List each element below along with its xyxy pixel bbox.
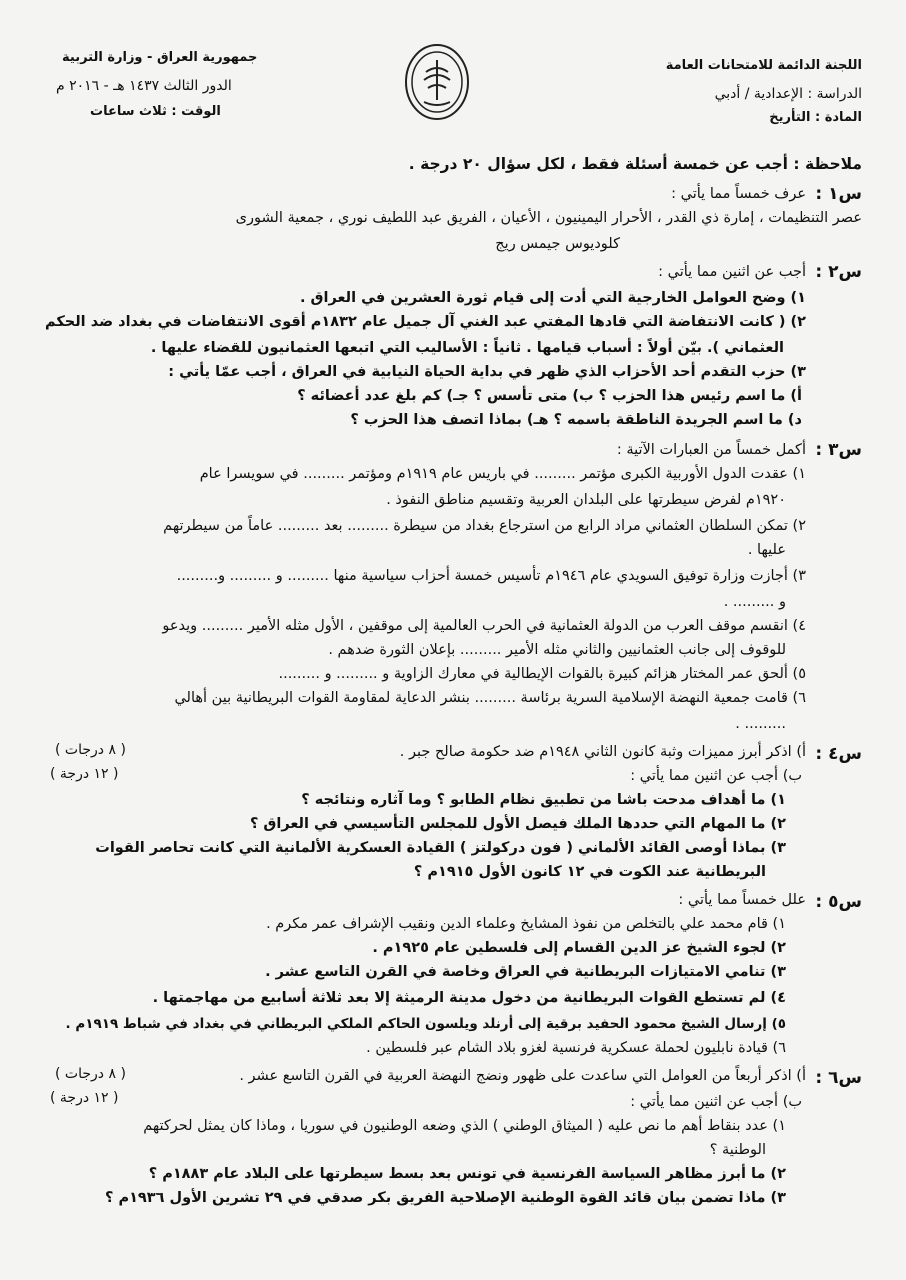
q3-item-3-cont: و ......... .	[723, 594, 786, 610]
q5-item-6: ٦) قيادة نابليون لحملة عسكرية فرنسية لغزو بلاد الشام عبر فلسطين .	[366, 1040, 786, 1056]
exam-instruction: ملاحظة : أجب عن خمسة أسئلة فقط ، لكل سؤال ٢٠ درجة .	[408, 155, 862, 173]
q6-label: س٦ :	[815, 1068, 862, 1088]
q2-prompt: أجب عن اثنين مما يأتي :	[658, 264, 806, 280]
ministry-seal-icon	[404, 42, 470, 122]
q5-item-1: ١) قام محمد علي بالتخلص من نفوذ المشايخ وعلماء الدين ونقيب الإشراف عمر مكرم .	[266, 916, 786, 932]
q6-b-2: ٢) ما أبرز مظاهر السياسة الفرنسية في تونس بعد بسط سيطرتها على البلاد عام ١٨٨٣م ؟	[148, 1166, 786, 1182]
q2-item-3-ab: أ) ما اسم رئيس هذا الحزب ؟ ب) متى تأسس ؟ جـ) كم بلغ عدد أعضائه ؟	[297, 388, 802, 404]
q3-label: س٣ :	[815, 440, 862, 460]
q2-item-3-de: د) ما اسم الجريدة الناطقة باسمه ؟ هـ) بماذا اتصف هذا الحزب ؟	[350, 412, 802, 428]
study-track: الدراسة : الإعدادية / أدبي	[714, 86, 862, 102]
q6-b-3: ٣) ماذا تضمن بيان قائد القوة الوطنية الإصلاحية الفريق بكر صدقي في ٢٩ تشرين الأول ١٩٣٦م ؟	[104, 1190, 786, 1206]
q5-label: س٥ :	[815, 892, 862, 912]
q3-item-4-cont: للوقوف إلى جانب العثمانيين والثاني مثله الأمير ......... بإعلان الثورة ضدهم .	[328, 642, 786, 658]
q6-b-1: ١) عدد بنقاط أهم ما نص عليه ( الميثاق الوطني ) الذي وضعه الوطنيون في سوريا ، وماذا كان يمثل لحركتهم	[143, 1118, 786, 1134]
q6-a-marks: ( ٨ درجات )	[55, 1066, 126, 1082]
q2-item-3: ٣) حزب التقدم أحد الأحزاب الذي ظهر في بداية الحياة النيابية في العراق ، أجب عمّا يأتي :	[168, 364, 806, 380]
q3-item-2: ٢) تمكن السلطان العثماني مراد الرابع من استرجاع بغداد من سيطرة ......... بعد ......... عاماً من سيطرتهم	[163, 518, 806, 534]
q2-item-2-cont: العثماني ). بيّن أولاً : أسباب قيامها . ثانياً : الأساليب التي اتبعها العثمانيون للقضاء عليها .	[150, 340, 784, 356]
q4-b-1: ١) ما أهداف مدحت باشا من تطبيق نظام الطابو ؟ وما آثاره ونتائجه ؟	[301, 792, 786, 808]
q1-terms-cont: كلوديوس جيمس ريج	[495, 236, 620, 252]
ministry-name: جمهورية العراق - وزارة التربية	[62, 50, 258, 65]
q3-item-3: ٣) أجازت وزارة توفيق السويدي عام ١٩٤٦م تأسيس خمسة أحزاب سياسية منها ......... و ......... و.........	[176, 568, 806, 584]
q4-a-marks: ( ٨ درجات )	[55, 742, 126, 758]
q6-b-prompt: ب) أجب عن اثنين مما يأتي :	[630, 1094, 802, 1110]
q4-label: س٤ :	[815, 744, 862, 764]
q4-b-marks: ( ١٢ درجة )	[50, 766, 119, 782]
q5-item-5: ٥) إرسال الشيخ محمود الحفيد برقية إلى أرنلد ويلسون الحاكم الملكي البريطاني في بغداد في شباط ١٩١٩م .	[65, 1016, 786, 1032]
exam-time: الوقت : ثلاث ساعات	[90, 104, 221, 119]
q4-b-2: ٢) ما المهام التي حددها الملك فيصل الأول للمجلس التأسيسي في العراق ؟	[249, 816, 786, 832]
q5-prompt: علل خمساً مما يأتي :	[678, 892, 806, 908]
q6-a: أ) اذكر أربعاً من العوامل التي ساعدت على ظهور ونضج النهضة العربية في القرن التاسع عشر .	[239, 1068, 806, 1084]
q6-b-1-cont: الوطنية ؟	[709, 1142, 766, 1158]
q2-item-2: ٢) ( كانت الانتفاضة التي قادها المفتي عبد الغني آل جميل عام ١٨٣٢م أقوى الانتفاضات في بغداد ضد الحكم	[44, 314, 806, 330]
q1-prompt: عرف خمساً مما يأتي :	[671, 186, 806, 202]
q3-item-1-cont: ١٩٢٠م لفرض سيطرتها على البلدان العربية وتقسيم مناطق النفوذ .	[386, 492, 786, 508]
q3-item-6: ٦) قامت جمعية النهضة الإسلامية السرية برئاسة ......... بنشر الدعاية لمقاومة القوات البريطانية بين أهالي	[174, 690, 806, 706]
q5-item-3: ٣) تنامي الامتيازات البريطانية في العراق وخاصة في القرن التاسع عشر .	[265, 964, 786, 980]
q3-item-1: ١) عقدت الدول الأوربية الكبرى مؤتمر ......... في باريس عام ١٩١٩م ومؤتمر ......... في سويسرا عام	[199, 466, 806, 482]
q4-b-3-cont: البريطانية عند الكوت في ١٢ كانون الأول ١٩١٥م ؟	[413, 864, 766, 880]
q3-item-6-cont: ......... .	[735, 716, 786, 732]
q3-item-5: ٥) ألحق عمر المختار هزائم كبيرة بالقوات الإيطالية في معارك الزاوية و ......... و .........	[278, 666, 806, 682]
q4-b-3: ٣) بماذا أوصى القائد الألماني ( فون دركولتز ) القيادة العسكرية الألمانية التي كانت تحاصر القوات	[95, 840, 786, 856]
q3-item-4: ٤) انقسم موقف العرب من الدولة العثمانية في الحرب العالمية إلى موقفين ، الأول مثله الأمير ......... ويدعو	[162, 618, 806, 634]
q4-b-prompt: ب) أجب عن اثنين مما يأتي :	[630, 768, 802, 784]
committee-name: اللجنة الدائمة للامتحانات العامة	[665, 58, 862, 73]
subject: المادة : التأريخ	[769, 110, 862, 125]
exam-round: الدور الثالث ١٤٣٧ هـ - ٢٠١٦ م	[56, 78, 232, 94]
q1-label: س١ :	[815, 184, 862, 204]
q3-prompt: أكمل خمساً من العبارات الآتية :	[616, 442, 806, 458]
q2-item-1: ١) وضح العوامل الخارجية التي أدت إلى قيام ثورة العشرين في العراق .	[299, 290, 806, 306]
q5-item-2: ٢) لجوء الشيخ عز الدين القسام إلى فلسطين عام ١٩٢٥م .	[372, 940, 786, 956]
q4-a: أ) اذكر أبرز مميزات وثبة كانون الثاني ١٩٤٨م ضد حكومة صالح جبر .	[399, 744, 806, 760]
q6-b-marks: ( ١٢ درجة )	[50, 1090, 119, 1106]
q1-terms: عصر التنظيمات ، إمارة ذي القدر ، الأحرار اليمينيون ، الأعيان ، الفريق عبد اللطيف نوري ، جمعية الشورى	[235, 210, 862, 226]
q5-item-4: ٤) لم تستطع القوات البريطانية من دخول مدينة الرميثة إلا بعد ثلاثة أسابيع من مهاجمتها .	[152, 990, 786, 1006]
q2-label: س٢ :	[815, 262, 862, 282]
q3-item-2-cont: عليها .	[747, 542, 786, 558]
